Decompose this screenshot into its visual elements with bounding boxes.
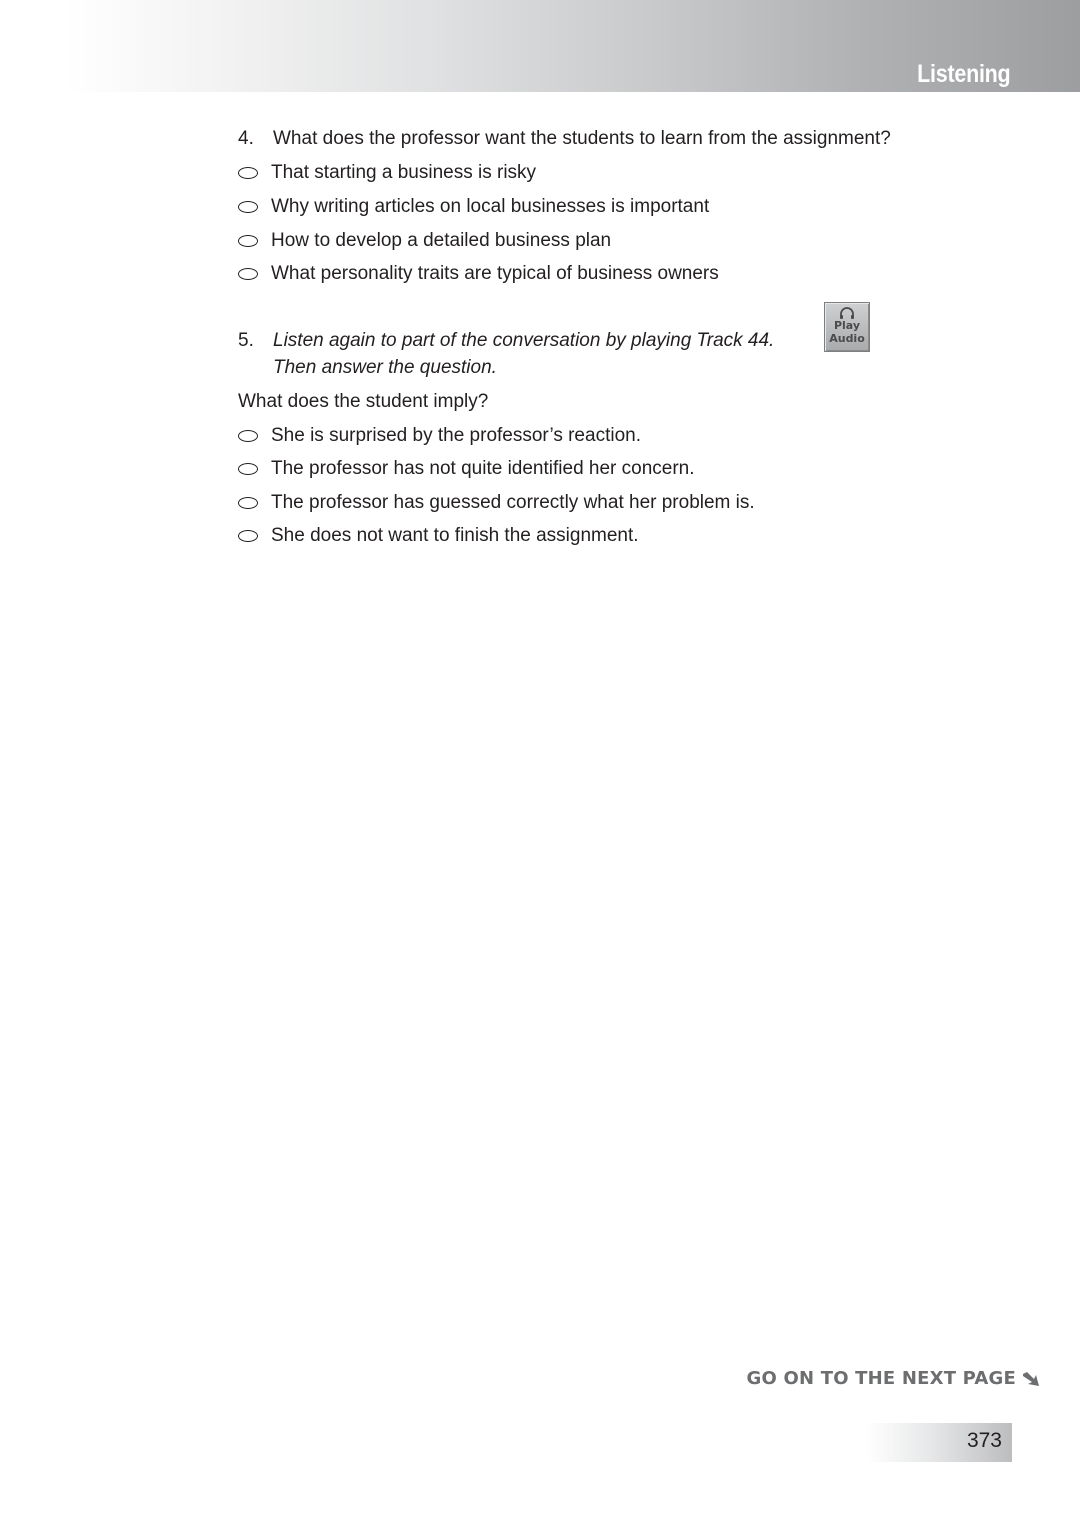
- radio-button[interactable]: [238, 167, 258, 179]
- play-audio-label-1: Play: [833, 319, 861, 332]
- radio-button[interactable]: [238, 463, 258, 475]
- page-number: 373: [966, 1429, 1002, 1452]
- option-label: The professor has guessed correctly what her problem is.: [271, 492, 755, 513]
- radio-button[interactable]: [238, 497, 258, 509]
- question-number: 4.: [238, 128, 254, 149]
- question-prompt: What does the student imply?: [238, 391, 489, 412]
- page-number-band: [866, 1423, 1012, 1462]
- question-number: 5.: [238, 330, 254, 351]
- q5-option-3[interactable]: [238, 491, 755, 515]
- option-label: She is surprised by the professor’s reaction.: [271, 425, 641, 446]
- next-page-label: GO ON TO THE NEXT PAGE: [746, 1368, 1016, 1389]
- radio-button[interactable]: [238, 430, 258, 442]
- question-5-prompt: [238, 390, 488, 414]
- option-label: She does not want to finish the assignment.: [271, 525, 639, 546]
- option-label: How to develop a detailed business plan: [271, 230, 612, 251]
- q5-option-4[interactable]: [238, 524, 639, 548]
- next-page-link[interactable]: [747, 1368, 1040, 1389]
- radio-button[interactable]: [238, 268, 258, 280]
- option-label: What personality traits are typical of business owners: [271, 263, 719, 284]
- radio-button[interactable]: [238, 235, 258, 247]
- headphones-icon: [839, 307, 855, 319]
- section-title: Listening: [916, 60, 1010, 88]
- radio-button[interactable]: [238, 201, 258, 213]
- question-prompt: What does the professor want the students to learn from the assignment?: [273, 128, 891, 149]
- q5-option-1[interactable]: [238, 424, 641, 448]
- option-label: Why writing articles on local businesses is important: [271, 196, 710, 217]
- instruction-line-2: Then answer the question.: [273, 357, 497, 378]
- instruction-line-1: Listen again to part of the conversation by playing Track 44.: [273, 330, 775, 351]
- radio-button[interactable]: [238, 530, 258, 542]
- q4-option-3[interactable]: [238, 229, 611, 253]
- header-band: [0, 0, 1080, 92]
- play-audio-label-2: Audio: [829, 332, 865, 345]
- option-label: That starting a business is risky: [271, 162, 537, 183]
- q4-option-1[interactable]: [238, 161, 536, 185]
- arrow-down-right-icon: [1022, 1370, 1040, 1388]
- q4-option-2[interactable]: [238, 195, 709, 219]
- q5-option-2[interactable]: [238, 457, 695, 481]
- play-audio-button[interactable]: [824, 302, 870, 352]
- option-label: The professor has not quite identified her concern.: [271, 458, 695, 479]
- q4-option-4[interactable]: [238, 262, 719, 286]
